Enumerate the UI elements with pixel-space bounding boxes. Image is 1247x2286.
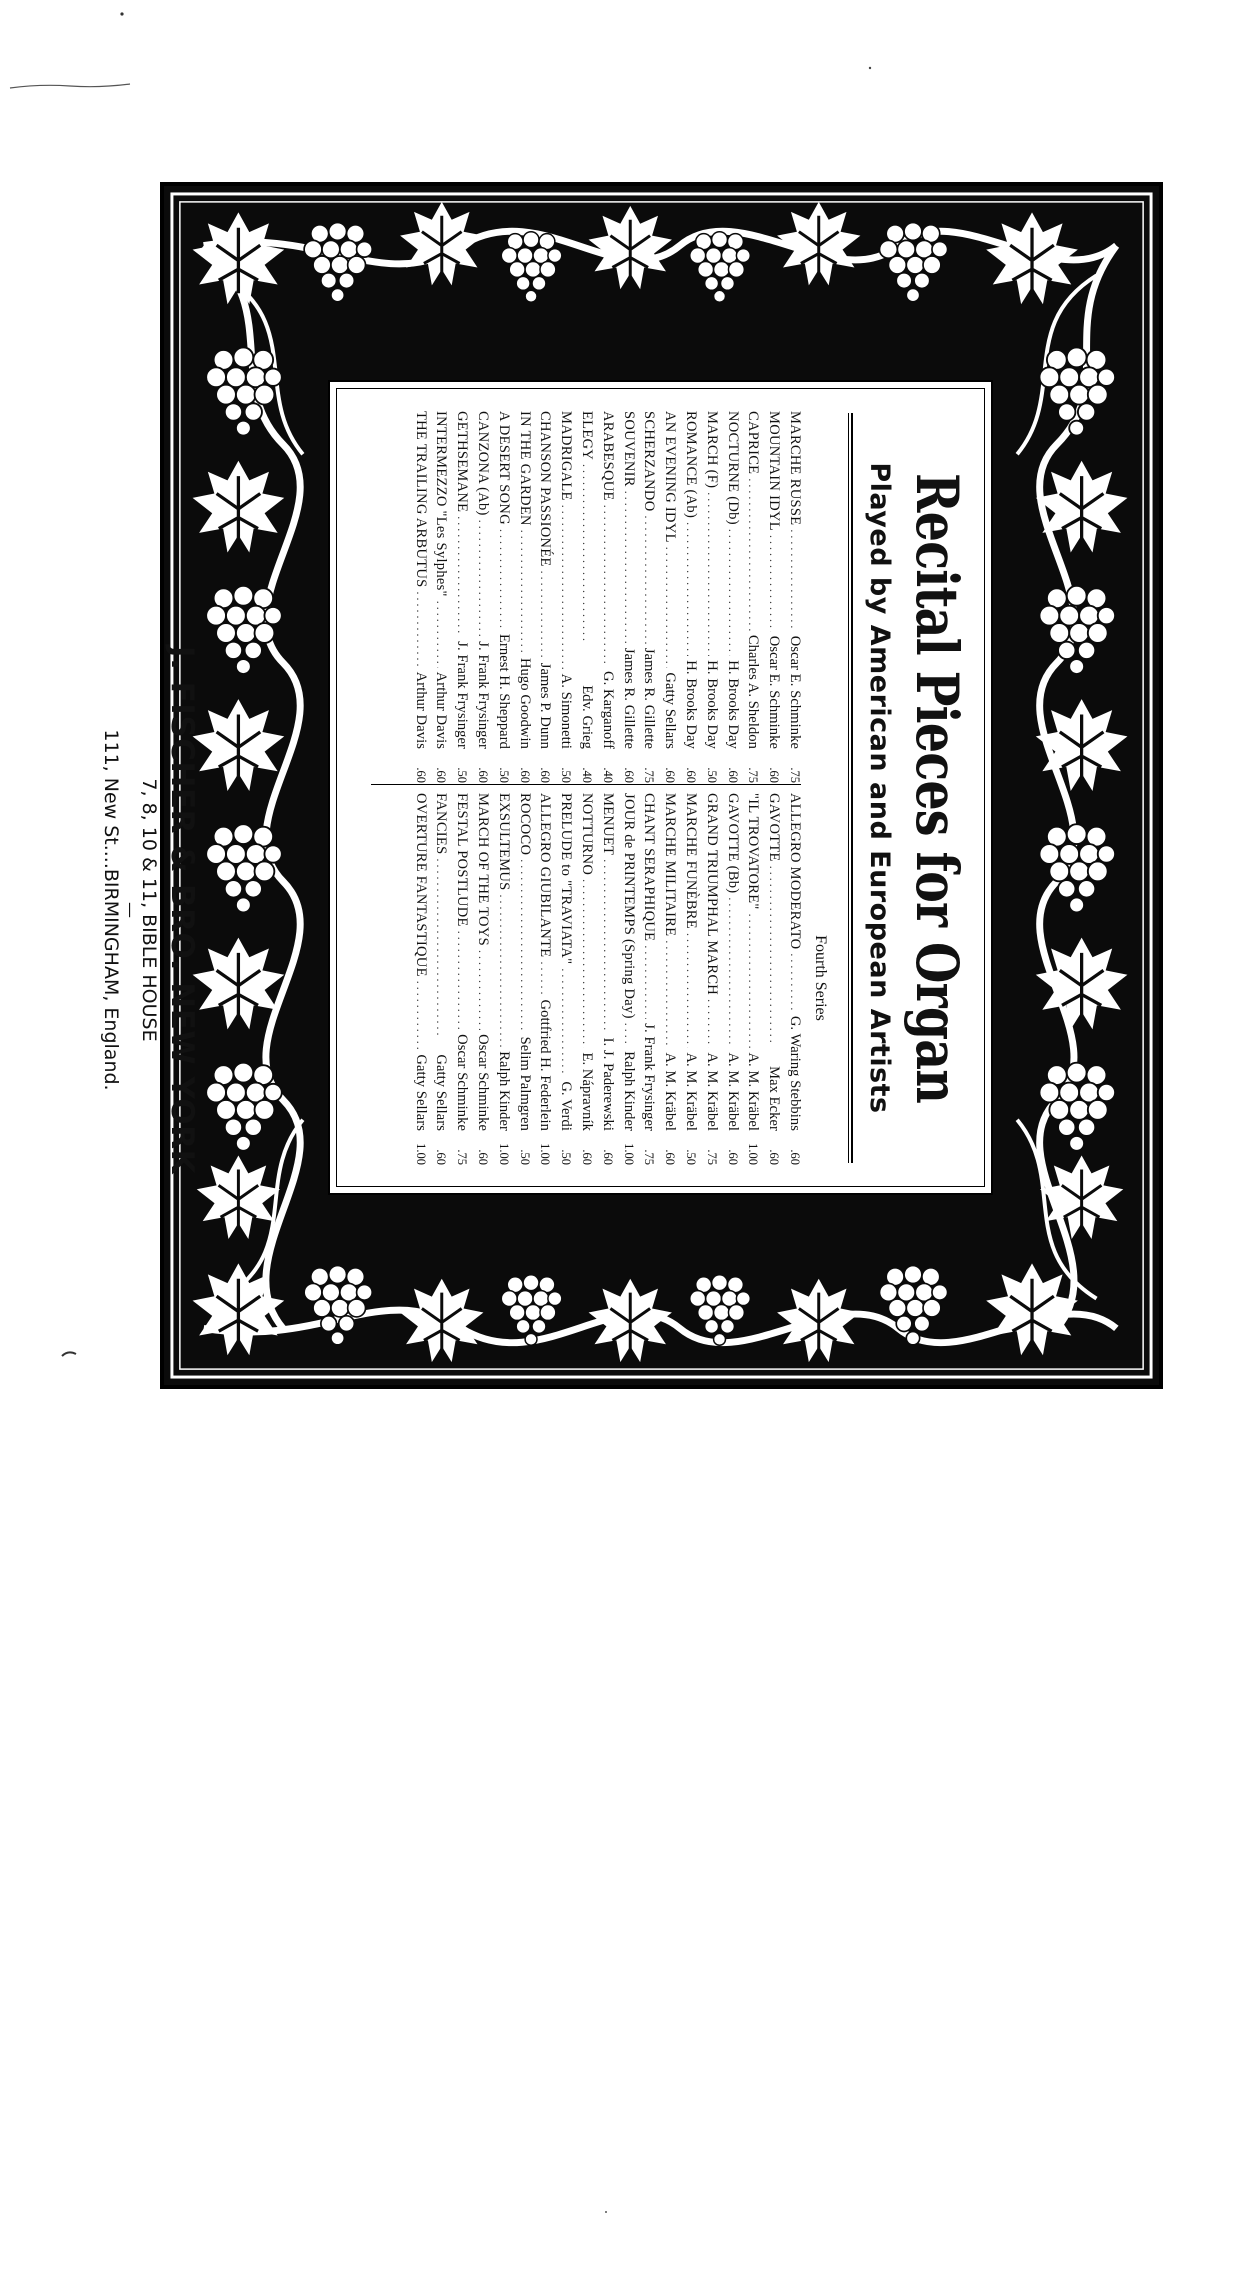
list-item: GETHSEMANE . . . J. Frank Frysinger .50 [451,411,472,783]
list-item: ALLEGRO MODERATO . . . G. Waring Stebbins .60 [784,793,805,1165]
catalog-rotated-content [341,393,981,1183]
title-rule [851,413,853,1163]
list-item: JOUR de PRINTEMPS (Spring Day) . . . Ralph Kinder 1.00 [617,793,638,1165]
list-item: SOUVENIR . . . James R. Gillette .60 [617,411,638,783]
list-item: FESTAL POSTLUDE . . . Oscar Schminke .75 [451,793,472,1165]
page-subtitle: Played by American and European Artists [863,461,895,1114]
list-item: MOUNTAIN IDYL . . . Oscar E. Schminke .60 [763,411,784,783]
left-column-list [409,411,804,783]
page-title: Recital Pieces for Organ [902,472,971,1103]
list-item: MARCHE FUNÈBRE . . . A. M. Kräbel .50 [680,793,701,1165]
list-item: MARCH (F) . . . H. Brooks Day .50 [701,411,722,783]
list-item: MARCH OF THE TOYS . . . Oscar Schminke .60 [472,793,493,1165]
publisher-imprint-rotated [32,520,202,1300]
publisher-address-new-york: 7, 8, 10 & 11, BIBLE HOUSE [138,778,160,1042]
publisher-name: J. FISCHER & BRO. NEW YORK [164,646,200,1174]
list-item: AN EVENING IDYL . . . Gatty Sellars .60 [659,411,680,783]
list-item: ROCOCO . . . Selim Palmgren .50 [513,793,534,1165]
list-item: GAVOTTE . . . Max Ecker .60 [763,793,784,1165]
list-item: CHANSON PASSIONÉE . . . James P. Dunn .60 [534,411,555,783]
list-item: CAPRICE . . . Charles A. Sheldon .75 [742,411,763,783]
list-item: CHANT SERAPHIQUE . . . J. Frank Frysinger .75 [638,793,659,1165]
catalog-panel [328,380,993,1195]
list-item: ELEGY . . . Edv. Grieg .40 [576,411,597,783]
list-item: MARCHE RUSSE . . . Oscar E. Schminke .75 [784,411,805,783]
list-item: OVERTURE FANTASTIQUE . . . Gatty Sellars 1.00 [409,793,430,1165]
list-item: MADRIGALE . . . A. Simonetti .50 [555,411,576,783]
list-item: PRELUDE to "TRAVIATA" . . . G. Verdi .50 [555,793,576,1165]
publisher-imprint [17,520,217,1300]
column-divider [371,784,801,785]
title-rule-thin [848,413,849,1163]
series-label: Fourth Series [811,934,829,1021]
list-item: GAVOTTE (Bb) . . . A. M. Kräbel .60 [721,793,742,1165]
list-item: IN THE GARDEN . . . Hugo Goodwin .60 [513,411,534,783]
list-item: ROMANCE (Ab) . . . H. Brooks Day .60 [680,411,701,783]
list-item: ARABESQUE . . . G. Karganoff .40 [597,411,618,783]
publisher-separator: — [121,902,140,918]
right-column-list [409,793,804,1165]
publisher-address-birmingham: 111, New St....BIRMINGHAM, England. [100,729,122,1091]
list-item: MARCHE MILITAIRE . . . A. M. Kräbel .60 [659,793,680,1165]
list-item: ALLEGRO GIUBILANTE . . . Gottfried H. Federlein 1.00 [534,793,555,1165]
list-item: "IL TROVATORE" . . . A. M. Kräbel 1.00 [742,793,763,1165]
list-item: NOTTURNO . . . E. Nápravník .60 [576,793,597,1165]
list-item: A DESERT SONG . . . Ernest H. Sheppard .50 [493,411,514,783]
list-item: NOCTURNE (Db) . . . H. Brooks Day .60 [721,411,742,783]
list-item: INTERMEZZO "Les Sylphes" . . . Arthur Davis .60 [430,411,451,783]
list-item: EXSULTEMUS . . . Ralph Kinder 1.00 [493,793,514,1165]
list-item: GRAND TRIUMPHAL MARCH . . . A. M. Kräbel .75 [701,793,722,1165]
list-item: THE TRAILING ARBUTUS . . . Arthur Davis .60 [409,411,430,783]
list-item: MENUET . . . I. J. Paderewski .60 [597,793,618,1165]
list-item: CANZONA (Ab) . . . J. Frank Frysinger .60 [472,411,493,783]
list-item: FANCIES . . . Gatty Sellars .60 [430,793,451,1165]
list-item: SCHERZANDO . . . James R. Gillette .75 [638,411,659,783]
